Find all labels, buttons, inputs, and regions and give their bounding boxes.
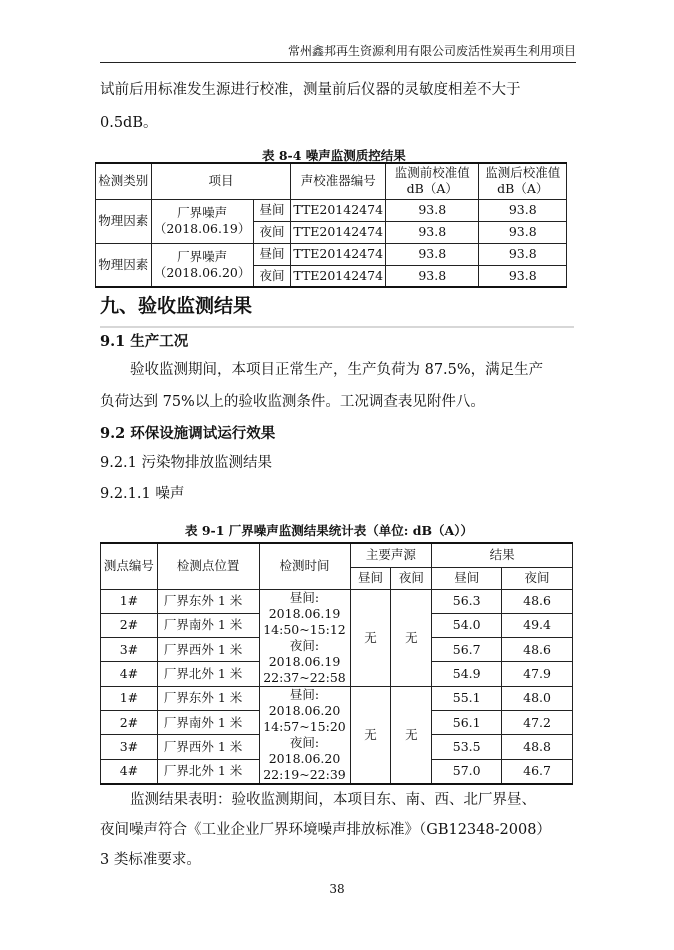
point-cell: 2# [101, 613, 158, 637]
result-day-cell: 56.3 [432, 589, 502, 613]
result-day-cell: 54.0 [432, 613, 502, 637]
calibrator-id-cell: TTE20142474 [291, 265, 386, 287]
location-cell: 厂界南外 1 米 [157, 613, 259, 637]
after-cell: 93.8 [479, 243, 567, 265]
header-time: 检测时间 [259, 543, 350, 589]
table-9-1-caption: 表 9-1 厂界噪声监测结果统计表（单位: dB（A）） [185, 523, 474, 538]
conclusion-line-1: 监测结果表明：验收监测期间，本项目东、南、西、北厂界昼、 [130, 792, 536, 808]
header-result: 结果 [432, 543, 573, 567]
before-cell: 93.8 [386, 243, 479, 265]
qc-table [95, 162, 567, 288]
time-cell: 昼间: 2018.06.19 14:50~15:12 夜间: 2018.06.19 22:37~22:58 [259, 589, 350, 686]
calibrator-id-cell: TTE20142474 [291, 221, 386, 243]
location-cell: 厂界北外 1 米 [157, 759, 259, 783]
point-cell: 2# [101, 710, 158, 734]
location-cell: 厂界西外 1 米 [157, 638, 259, 662]
source-night-cell: 无 [391, 686, 432, 784]
after-cell: 93.8 [479, 221, 567, 243]
header-before: 监测前校准值 dB（A） [386, 163, 479, 199]
section-divider [100, 326, 574, 328]
point-cell: 4# [101, 759, 158, 783]
conclusion-line-2: 夜间噪声符合《工业企业厂界环境噪声排放标准》（GB12348-2008） [100, 822, 551, 838]
location-cell: 厂界南外 1 米 [157, 710, 259, 734]
group-type: 物理因素 [96, 243, 152, 287]
group-item: 厂界噪声 （2018.06.19） [151, 199, 253, 243]
header-after: 监测后校准值 dB（A） [479, 163, 567, 199]
after-cell: 93.8 [479, 265, 567, 287]
result-night-cell: 47.2 [502, 710, 573, 734]
group-type: 物理因素 [96, 199, 152, 243]
before-cell: 93.8 [386, 199, 479, 221]
page-header: 常州鑫邦再生资源利用有限公司废活性炭再生利用项目 [100, 40, 576, 63]
period-cell: 昼间 [253, 199, 291, 221]
period-cell: 夜间 [253, 221, 291, 243]
noise-results-table [100, 542, 573, 785]
result-day-cell: 57.0 [432, 759, 502, 783]
result-night-cell: 47.9 [502, 662, 573, 686]
header-item: 项目 [151, 163, 291, 199]
result-day-cell: 56.7 [432, 638, 502, 662]
source-day-cell: 无 [350, 686, 391, 784]
result-night-cell: 49.4 [502, 613, 573, 637]
header-calibrator-id: 声校准器编号 [291, 163, 386, 199]
point-cell: 1# [101, 589, 158, 613]
location-cell: 厂界西外 1 米 [157, 735, 259, 759]
header-source-day: 昼间 [350, 567, 391, 589]
section-9-2-1-1-title: 9.2.1.1 噪声 [100, 486, 185, 502]
before-cell: 93.8 [386, 221, 479, 243]
source-night-cell: 无 [391, 589, 432, 686]
result-day-cell: 55.1 [432, 686, 502, 710]
page-number: 38 [329, 882, 345, 896]
calibrator-id-cell: TTE20142474 [291, 199, 386, 221]
section-9-title: 九、验收监测结果 [100, 295, 253, 317]
header-type: 检测类别 [96, 163, 152, 199]
s91-paragraph-line-1: 验收监测期间，本项目正常生产，生产负荷为 87.5%，满足生产 [130, 362, 544, 378]
period-cell: 昼间 [253, 243, 291, 265]
result-day-cell: 53.5 [432, 735, 502, 759]
location-cell: 厂界东外 1 米 [157, 686, 259, 710]
after-cell: 93.8 [479, 199, 567, 221]
result-night-cell: 48.6 [502, 638, 573, 662]
time-cell: 昼间: 2018.06.20 14:57~15:20 夜间: 2018.06.20 22:19~22:39 [259, 686, 350, 784]
result-day-cell: 56.1 [432, 710, 502, 734]
s91-paragraph-line-2: 负荷达到 75%以上的验收监测条件。工况调查表见附件八。 [100, 394, 485, 410]
point-cell: 3# [101, 638, 158, 662]
header-source: 主要声源 [350, 543, 432, 567]
header-point: 测点编号 [101, 543, 158, 589]
point-cell: 1# [101, 686, 158, 710]
source-day-cell: 无 [350, 589, 391, 686]
period-cell: 夜间 [253, 265, 291, 287]
result-night-cell: 48.8 [502, 735, 573, 759]
section-9-1-title: 9.1 生产工况 [100, 333, 189, 350]
result-day-cell: 54.9 [432, 662, 502, 686]
location-cell: 厂界北外 1 米 [157, 662, 259, 686]
calibrator-id-cell: TTE20142474 [291, 243, 386, 265]
result-night-cell: 46.7 [502, 759, 573, 783]
intro-line-1: 试前后用标准发生源进行校准，测量前后仪器的灵敏度相差不大于 [100, 82, 521, 98]
header-source-night: 夜间 [391, 567, 432, 589]
point-cell: 4# [101, 662, 158, 686]
point-cell: 3# [101, 735, 158, 759]
header-result-day: 昼间 [432, 567, 502, 589]
before-cell: 93.8 [386, 265, 479, 287]
section-9-2-title: 9.2 环保设施调试运行效果 [100, 425, 276, 442]
conclusion-line-3: 3 类标准要求。 [100, 852, 201, 868]
header-location: 检测点位置 [157, 543, 259, 589]
section-9-2-1-title: 9.2.1 污染物排放监测结果 [100, 455, 273, 471]
result-night-cell: 48.0 [502, 686, 573, 710]
table-8-4-caption: 表 8-4 噪声监测质控结果 [262, 148, 406, 163]
group-item: 厂界噪声 （2018.06.20） [151, 243, 253, 287]
header-result-night: 夜间 [502, 567, 573, 589]
location-cell: 厂界东外 1 米 [157, 589, 259, 613]
intro-line-2: 0.5dB。 [100, 115, 158, 131]
result-night-cell: 48.6 [502, 589, 573, 613]
